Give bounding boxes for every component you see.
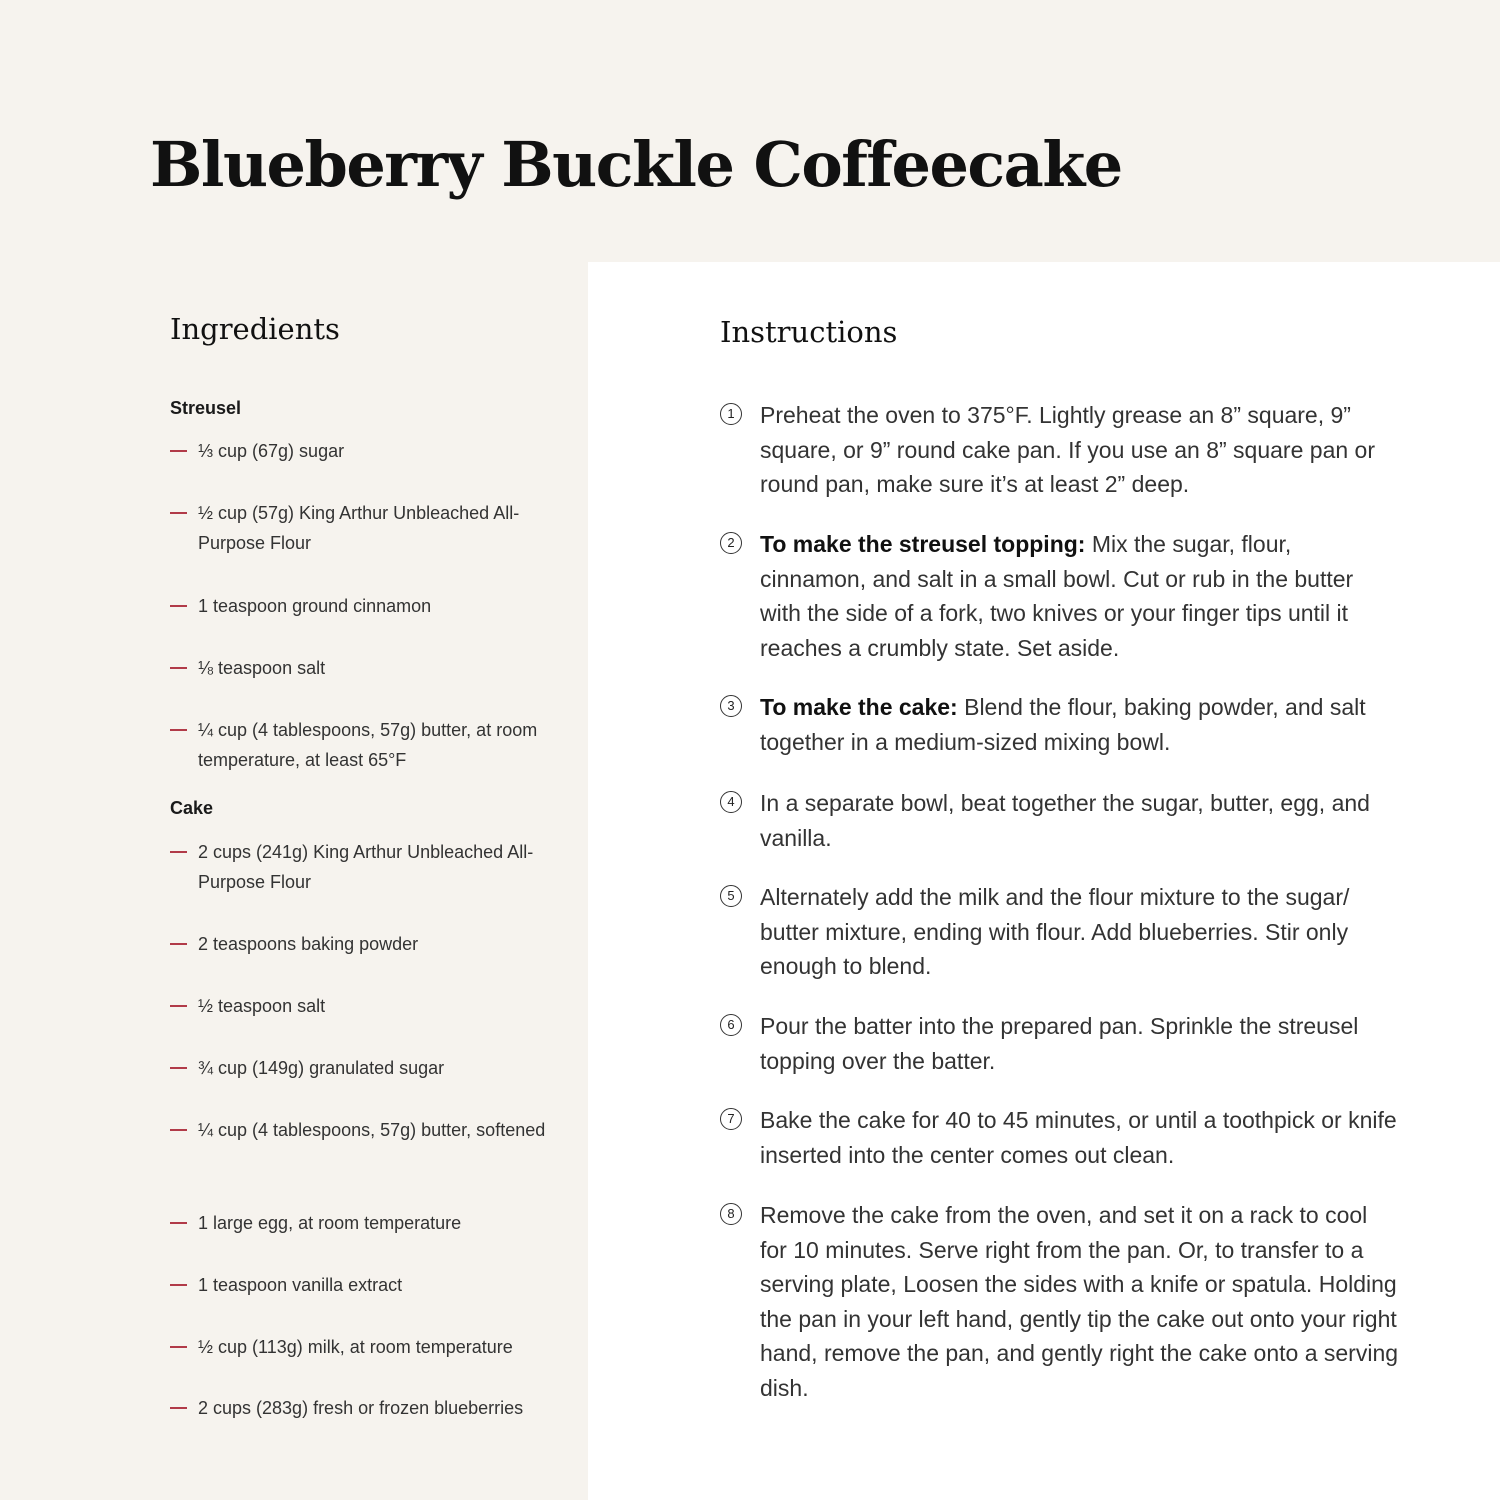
step-text: Alternately add the milk and the flour mixture to the sugar/ butter mixture, ending with flour. Add blueberries. Stir only enough to blend. xyxy=(760,884,1350,979)
dash-icon xyxy=(170,729,187,731)
ingredients-heading: Ingredients xyxy=(170,312,340,346)
dash-icon xyxy=(170,1346,187,1348)
streusel-heading: Streusel xyxy=(170,398,242,418)
ingredient-item: ¼ cup (4 tablespoons, 57g) butter, softened xyxy=(170,1115,550,1145)
instruction-step xyxy=(720,527,1400,665)
ingredient-item: ⅛ teaspoon salt xyxy=(170,653,550,683)
ingredient-item: 1 large egg, at room temperature xyxy=(170,1208,550,1238)
dash-icon xyxy=(170,943,187,945)
step-number-icon: 7 xyxy=(720,1108,742,1130)
recipe-title: Blueberry Buckle Coffeecake xyxy=(150,128,1122,201)
dash-icon xyxy=(170,667,187,669)
step-text: Mix the sugar, flour, cinnamon, and salt in a small bowl. Cut or rub in the butter with the side of a fork, two knives or your finger tips until it reaches a crumbly state. Set aside. xyxy=(760,531,1354,661)
cake-heading: Cake xyxy=(170,798,214,818)
step-number-icon: 2 xyxy=(720,532,742,554)
ingredient-item: 2 cups (283g) fresh or frozen blueberries xyxy=(170,1393,550,1423)
step-text: Remove the cake from the oven, and set it on a rack to cool for 10 minutes. Serve right from the pan. Or, to transfer to a serving plate, Loosen the sides with a knife or spatula. Holding the pan in your left hand, gently tip the cake out onto your right hand, remove the pan, and gently right the cake onto a serving dish. xyxy=(760,1202,1399,1401)
dash-icon xyxy=(170,1129,187,1131)
step-number-icon: 6 xyxy=(720,1014,742,1036)
ingredient-item: ⅓ cup (67g) sugar xyxy=(170,436,550,466)
step-number-icon: 1 xyxy=(720,403,742,425)
instruction-step xyxy=(720,1198,1400,1405)
ingredient-item: ½ teaspoon salt xyxy=(170,991,550,1021)
instruction-step xyxy=(720,1103,1400,1172)
ingredient-item: ¾ cup (149g) granulated sugar xyxy=(170,1053,550,1083)
ingredient-item: 2 cups (241g) King Arthur Unbleached All-Purpose Flour xyxy=(170,837,550,897)
step-text: Blend the flour, baking powder, and salt together in a medium-sized mixing bowl. xyxy=(760,694,1366,755)
ingredient-item: ½ cup (113g) milk, at room temperature xyxy=(170,1332,550,1362)
step-bold-lead: To make the streusel topping: xyxy=(760,531,1086,557)
instruction-step xyxy=(720,690,1400,759)
step-number-icon: 3 xyxy=(720,695,742,717)
step-bold-lead: To make the cake: xyxy=(760,694,958,720)
ingredient-item: ½ cup (57g) King Arthur Unbleached All-Purpose Flour xyxy=(170,498,550,558)
dash-icon xyxy=(170,450,187,452)
dash-icon xyxy=(170,1222,187,1224)
dash-icon xyxy=(170,1005,187,1007)
dash-icon xyxy=(170,605,187,607)
instructions-heading: Instructions xyxy=(720,315,898,349)
instruction-step xyxy=(720,398,1400,502)
dash-icon xyxy=(170,851,187,853)
instruction-step xyxy=(720,1009,1400,1078)
step-number-icon: 8 xyxy=(720,1203,742,1225)
step-text: Preheat the oven to 375°F. Lightly grease an 8” square, 9” square, or 9” round cake pan. If you use an 8” square pan or round pan, make sure it’s at least 2” deep. xyxy=(760,402,1375,497)
ingredient-item: 1 teaspoon ground cinnamon xyxy=(170,591,550,621)
instruction-step xyxy=(720,880,1400,984)
step-number-icon: 4 xyxy=(720,791,742,813)
ingredient-item: ¼ cup (4 tablespoons, 57g) butter, at room temperature, at least 65°F xyxy=(170,715,550,775)
instruction-step xyxy=(720,786,1400,855)
step-text: In a separate bowl, beat together the sugar, butter, egg, and vanilla. xyxy=(760,790,1370,851)
step-text: Pour the batter into the prepared pan. Sprinkle the streusel topping over the batter. xyxy=(760,1013,1359,1074)
dash-icon xyxy=(170,1284,187,1286)
dash-icon xyxy=(170,1407,187,1409)
ingredient-item: 2 teaspoons baking powder xyxy=(170,929,550,959)
step-text: Bake the cake for 40 to 45 minutes, or until a toothpick or knife inserted into the center comes out clean. xyxy=(760,1107,1397,1168)
ingredient-item: 1 teaspoon vanilla extract xyxy=(170,1270,550,1300)
dash-icon xyxy=(170,1067,187,1069)
step-number-icon: 5 xyxy=(720,885,742,907)
dash-icon xyxy=(170,512,187,514)
